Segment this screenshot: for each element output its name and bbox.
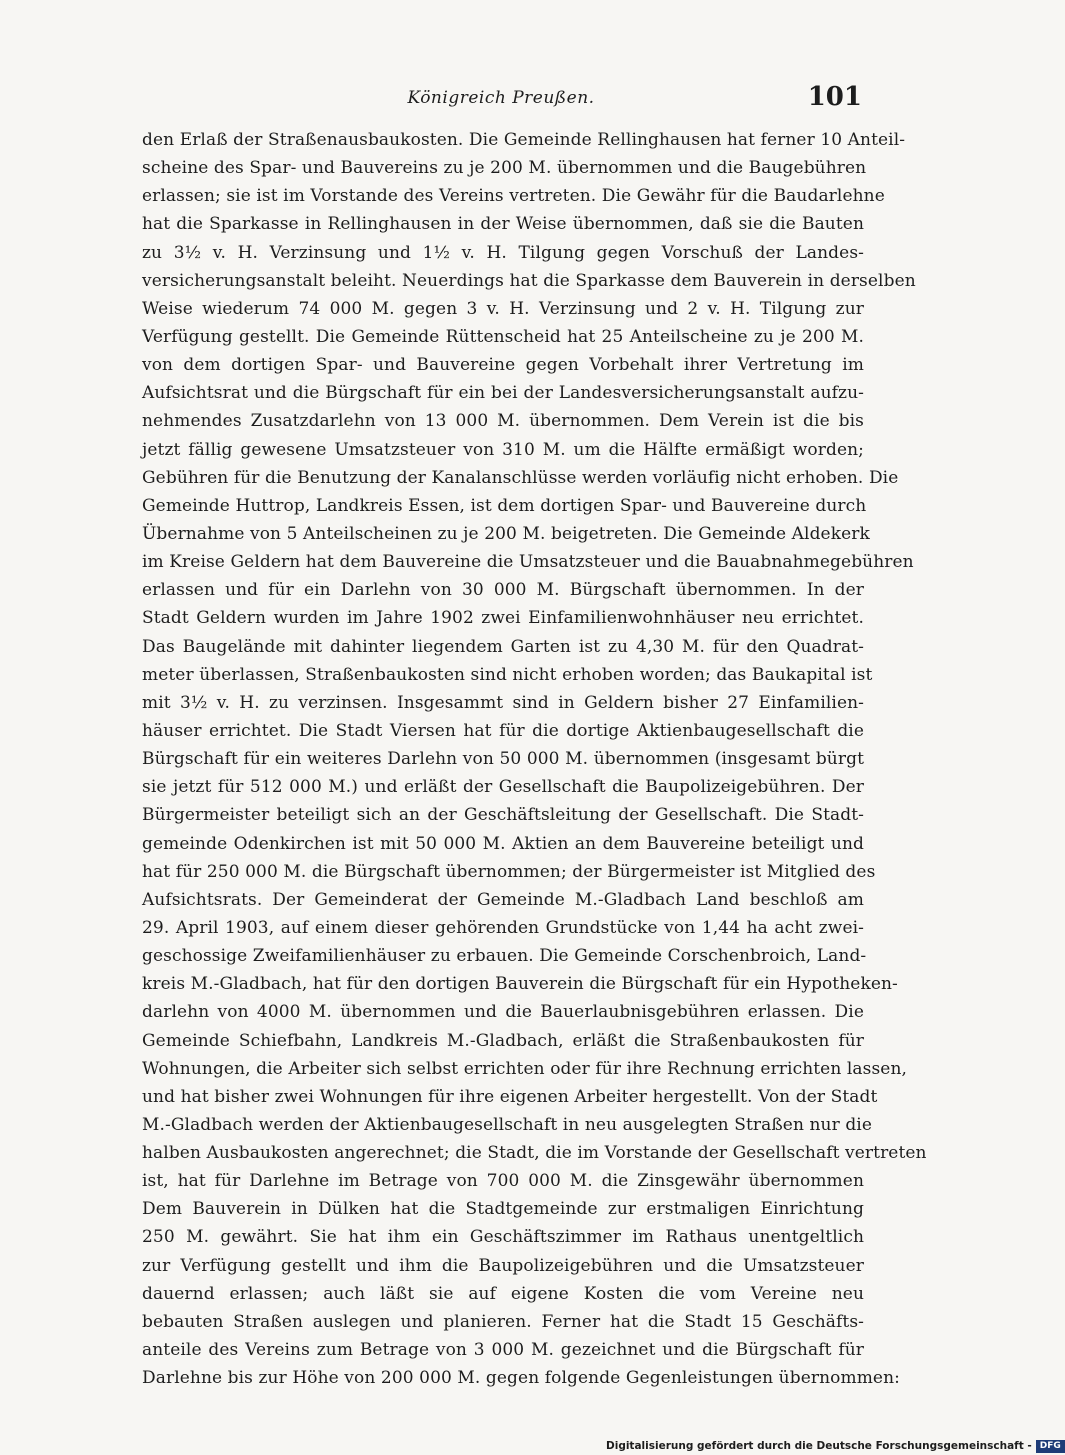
digitization-credit [606, 1438, 1061, 1455]
text-line: Bürgschaft für ein weiteres Darlehn von 50 000 M. übernommen (insgesamt bürgt [142, 749, 864, 770]
text-line: versicherungsanstalt beleiht. Neuerdings hat die Sparkasse dem Bauverein in derselben [142, 270, 916, 291]
text-line: hat für 250 000 M. die Bürgschaft übernommen; der Bürgermeister ist Mitglied des [142, 861, 876, 882]
text-line: bebauten Straßen auslegen und planieren. Ferner hat die Stadt 15 Geschäfts- [142, 1311, 864, 1332]
text-line: gemeinde Odenkirchen ist mit 50 000 M. Aktien an dem Bauvereine beteiligt und [142, 833, 864, 854]
text-line: anteile des Vereins zum Betrage von 3 000 M. gezeichnet und die Bürgschaft für [142, 1340, 864, 1361]
text-line: scheine des Spar- und Bauvereins zu je 200 M. übernommen und die Baugebühren [142, 158, 867, 179]
text-line: 29. April 1903, auf einem dieser gehörenden Grundstücke von 1,44 ha acht zwei- [142, 917, 864, 938]
text-line: Übernahme von 5 Anteilscheinen zu je 200 M. beigetreten. Die Gemeinde Aldekerk [142, 523, 870, 544]
text-line: Das Baugelände mit dahinter liegendem Garten ist zu 4,30 M. für den Quadrat- [142, 636, 864, 657]
text-line: Gebühren für die Benutzung der Kanalanschlüsse werden vorläufig nicht erhoben. Die [142, 467, 899, 488]
text-line: zur Verfügung gestellt und ihm die Baupolizeigebühren und die Umsatzsteuer [142, 1255, 864, 1276]
text-line: Bürgermeister beteiligt sich an der Geschäftsleitung der Gesellschaft. Die Stadt- [142, 805, 864, 826]
text-line: geschossige Zweifamilienhäuser zu erbauen. Die Gemeinde Corschenbroich, Land- [142, 946, 867, 967]
text-line: dauernd erlassen; auch läßt sie auf eigene Kosten die vom Vereine neu [142, 1283, 864, 1304]
text-line: nehmendes Zusatzdarlehn von 13 000 M. übernommen. Dem Verein ist die bis [142, 411, 864, 432]
text-line: jetzt fällig gewesene Umsatzsteuer von 310 M. um die Hälfte ermäßigt worden; [142, 439, 864, 460]
text-line: im Kreise Geldern hat dem Bauvereine die Umsatzsteuer und die Bauabnahmegebühren [142, 552, 914, 573]
text-line: Darlehne bis zur Höhe von 200 000 M. gegen folgende Gegenleistungen übernommen: [142, 1368, 900, 1389]
text-line: Wohnungen, die Arbeiter sich selbst errichten oder für ihre Rechnung errichten lassen, [142, 1058, 908, 1079]
text-line: Aufsichtsrats. Der Gemeinderat der Gemeinde M.-Gladbach Land beschloß am [142, 889, 864, 910]
text-line: erlassen; sie ist im Vorstande des Vereins vertreten. Die Gewähr für die Baudarlehne [142, 186, 885, 207]
text-line: von dem dortigen Spar- und Bauvereine gegen Vorbehalt ihrer Vertretung im [142, 355, 864, 376]
text-line: sie jetzt für 512 000 M.) und erläßt der Gesellschaft die Baupolizeigebühren. Der [142, 777, 864, 798]
page-number: 101 [807, 82, 862, 112]
text-line: und hat bisher zwei Wohnungen für ihre eigenen Arbeiter hergestellt. Von der Stadt [142, 1086, 878, 1107]
body-text [142, 126, 927, 1392]
text-line: Verfügung gestellt. Die Gemeinde Rüttenscheid hat 25 Anteilscheine zu je 200 M. [142, 326, 864, 347]
text-line: Dem Bauverein in Dülken hat die Stadtgemeinde zur erstmaligen Einrichtung [142, 1199, 864, 1220]
text-line: 250 M. gewährt. Sie hat ihm ein Geschäftszimmer im Rathaus unentgeltlich [142, 1227, 864, 1248]
dfg-logo: DFG [1036, 1440, 1065, 1453]
text-line: M.-Gladbach werden der Aktienbaugesellschaft in neu ausgelegten Straßen nur die [142, 1114, 873, 1135]
text-line: ist, hat für Darlehne im Betrage von 700 000 M. die Zinsgewähr übernommen [142, 1171, 864, 1192]
text-line: häuser errichtet. Die Stadt Viersen hat für die dortige Aktienbaugesellschaft die [142, 720, 864, 741]
text-line: hat die Sparkasse in Rellinghausen in der Weise übernommen, daß sie die Bauten [142, 214, 864, 235]
running-title: Königreich Preußen. [407, 88, 595, 108]
text-line: mit 3½ v. H. zu verzinsen. Insgesammt sind in Geldern bisher 27 Einfamilien- [142, 692, 864, 713]
text-line: Gemeinde Schiefbahn, Landkreis M.-Gladbach, erläßt die Straßenbaukosten für [142, 1030, 864, 1051]
running-head [140, 82, 862, 112]
text-line: Weise wiederum 74 000 M. gegen 3 v. H. Verzinsung und 2 v. H. Tilgung zur [142, 298, 864, 319]
text-line: zu 3½ v. H. Verzinsung und 1½ v. H. Tilgung gegen Vorschuß der Landes- [142, 242, 864, 263]
credit-text: Digitalisierung gefördert durch die Deutsche Forschungsgemeinschaft - [606, 1440, 1032, 1452]
text-line: halben Ausbaukosten angerechnet; die Stadt, die im Vorstande der Gesellschaft vertreten [142, 1143, 927, 1164]
text-line: meter überlassen, Straßenbaukosten sind nicht erhoben worden; das Baukapital ist [142, 664, 873, 685]
text-line: darlehn von 4000 M. übernommen und die Bauerlaubnisgebühren erlassen. Die [142, 1002, 864, 1023]
text-line: Gemeinde Huttrop, Landkreis Essen, ist dem dortigen Spar- und Bauvereine durch [142, 495, 867, 516]
text-line: Stadt Geldern wurden im Jahre 1902 zwei Einfamilienwohnhäuser neu errichtet. [142, 608, 864, 629]
text-line: erlassen und für ein Darlehn von 30 000 M. Bürgschaft übernommen. In der [142, 580, 864, 601]
text-line: den Erlaß der Straßenausbaukosten. Die Gemeinde Rellinghausen hat ferner 10 Anteil- [142, 130, 906, 150]
text-line: Aufsichtsrat und die Bürgschaft für ein bei der Landesversicherungsanstalt aufzu- [142, 383, 864, 404]
text-line: kreis M.-Gladbach, hat für den dortigen Bauverein die Bürgschaft für ein Hypotheken- [142, 974, 898, 995]
